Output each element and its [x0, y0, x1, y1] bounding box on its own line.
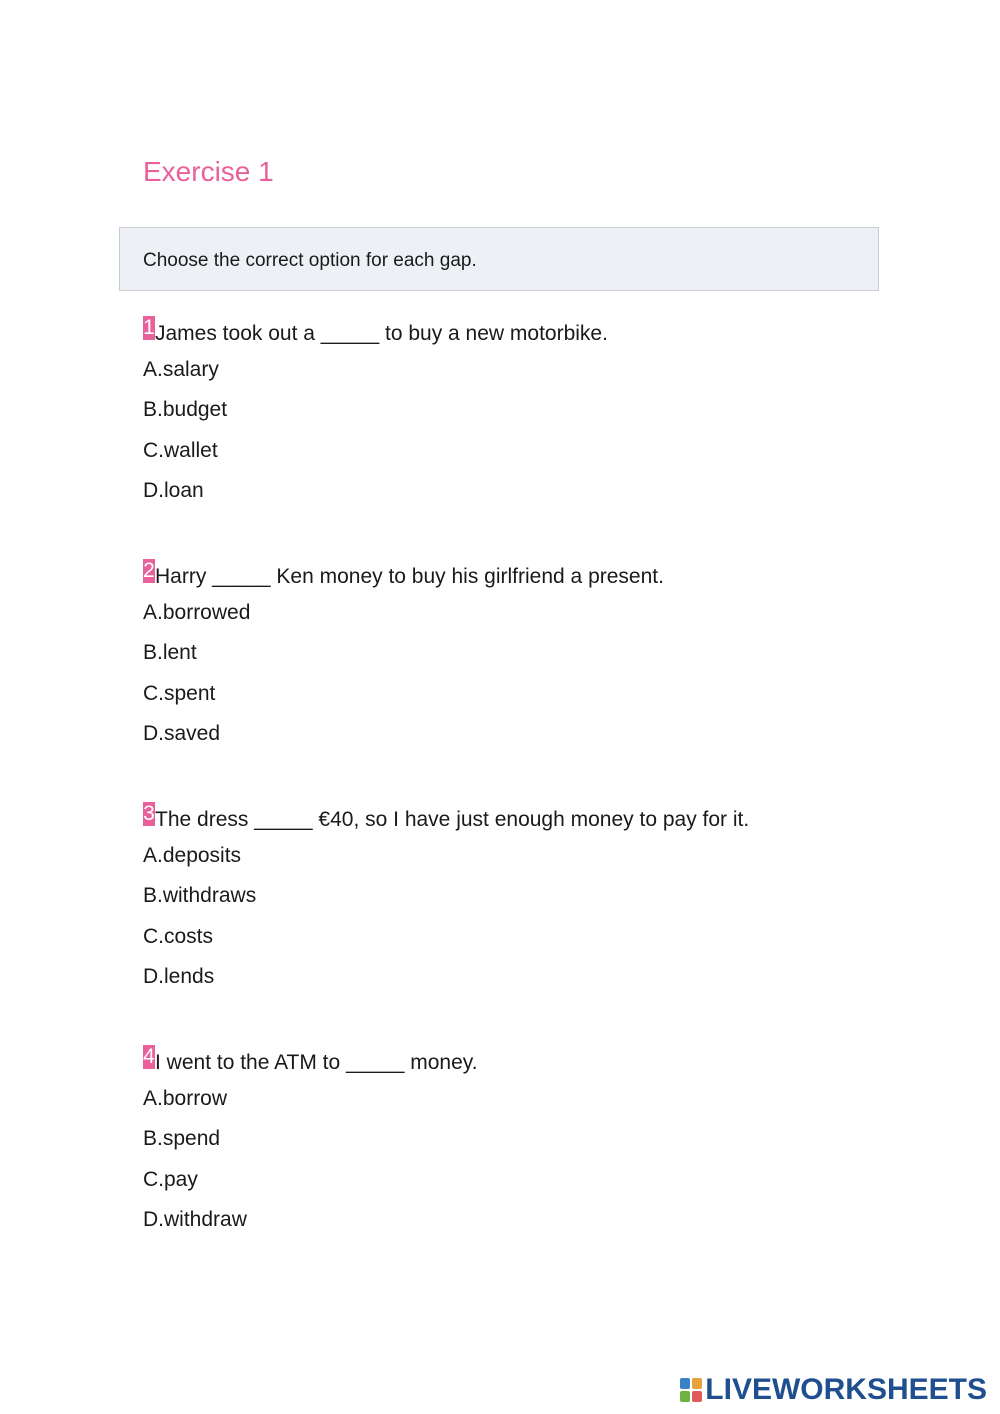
question-1	[143, 316, 903, 519]
option-b[interactable]: B.budget	[143, 398, 228, 421]
option-c[interactable]: C.costs	[143, 924, 214, 948]
option-b[interactable]: B.spend	[143, 1127, 221, 1150]
option-b[interactable]: B.withdraws	[143, 884, 257, 907]
question-number-badge: 4	[143, 1045, 155, 1068]
option-d[interactable]: D.loan	[143, 479, 204, 502]
option-d[interactable]: D.saved	[143, 722, 221, 745]
logo-mark-square	[692, 1391, 702, 1402]
logo-mark-square	[692, 1378, 702, 1389]
question-4	[143, 1045, 903, 1248]
option-c[interactable]: C.pay	[143, 1167, 198, 1191]
exercise-title: Exercise 1	[143, 156, 274, 187]
option-d[interactable]: D.lends	[143, 965, 215, 988]
option-b[interactable]: B.lent	[143, 641, 197, 664]
logo-mark-square	[680, 1378, 690, 1389]
logo-text: LIVEWORKSHEETS	[705, 1373, 987, 1406]
option-d[interactable]: D.withdraw	[143, 1208, 247, 1231]
option-c[interactable]: C.wallet	[143, 438, 218, 462]
question-number-badge: 3	[143, 802, 155, 825]
question-number-badge: 2	[143, 559, 155, 582]
logo-mark-square	[680, 1391, 690, 1402]
liveworksheets-logo	[680, 1373, 987, 1407]
instructions-text: Choose the correct option for each gap.	[143, 250, 477, 271]
question-3	[143, 802, 903, 1005]
option-a[interactable]: A.deposits	[143, 843, 242, 867]
option-c[interactable]: C.spent	[143, 681, 216, 705]
question-2	[143, 559, 903, 762]
instructions-box	[119, 227, 879, 291]
logo-mark-icon	[680, 1378, 702, 1402]
question-text: The dress _____ €40, so I have just enough money to pay for it.	[155, 808, 750, 831]
question-text: I went to the ATM to _____ money.	[155, 1051, 478, 1074]
question-prompt	[143, 802, 903, 843]
question-prompt	[143, 559, 903, 600]
option-a[interactable]: A.salary	[143, 357, 219, 381]
question-text: James took out a _____ to buy a new motorbike.	[155, 322, 608, 345]
option-a[interactable]: A.borrow	[143, 1086, 228, 1110]
question-text: Harry _____ Ken money to buy his girlfriend a present.	[155, 565, 664, 588]
option-a[interactable]: A.borrowed	[143, 600, 251, 624]
question-prompt	[143, 1045, 903, 1086]
question-prompt	[143, 316, 903, 357]
question-number-badge: 1	[143, 316, 155, 339]
